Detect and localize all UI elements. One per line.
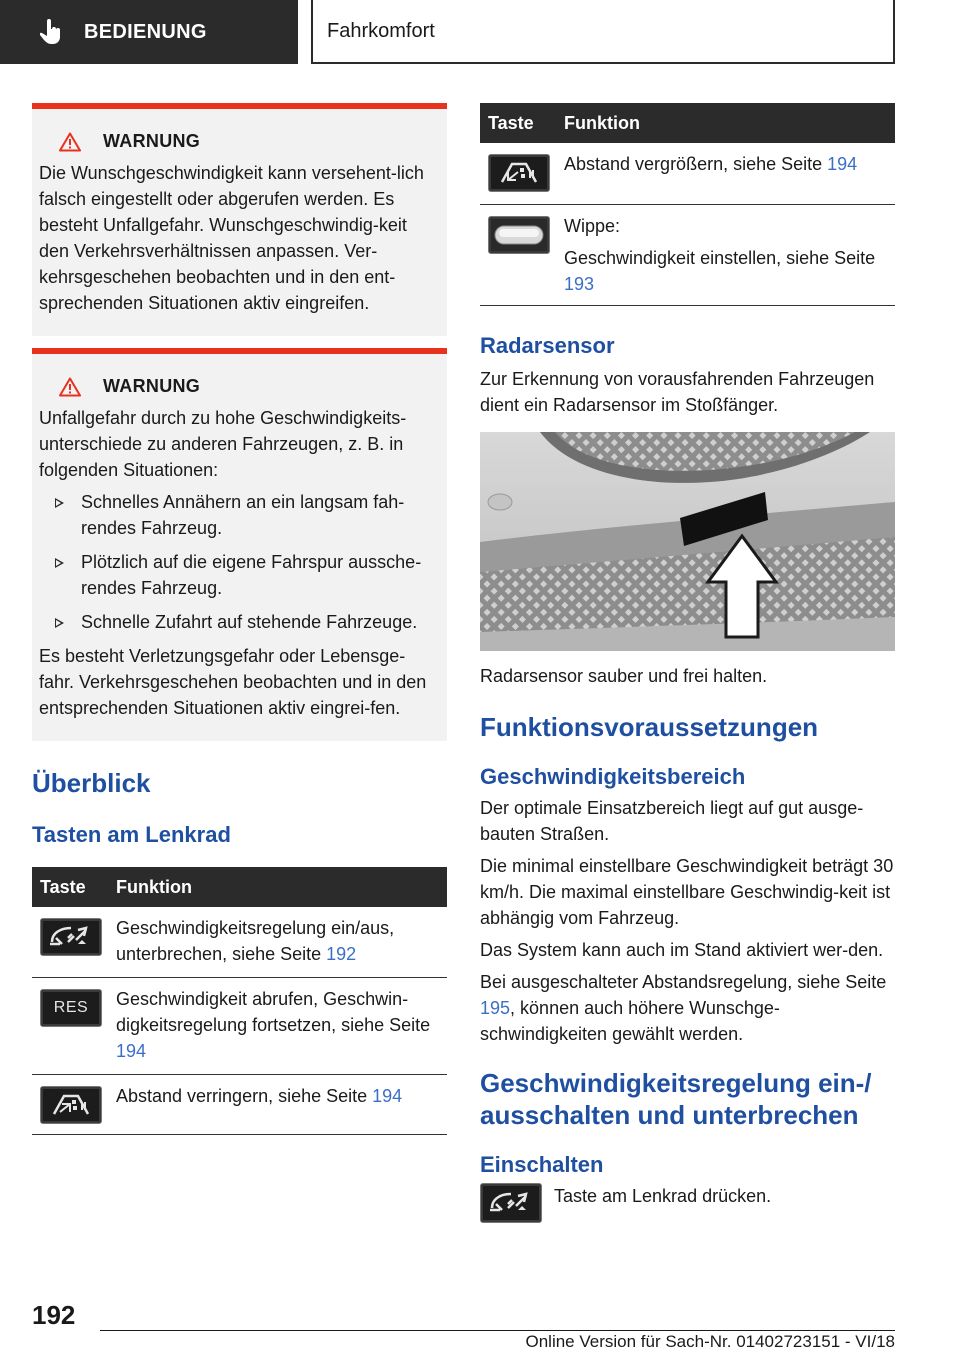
list-item: Schnelle Zufahrt auf stehende Fahrzeuge. — [39, 609, 439, 635]
switch-on-step — [480, 1183, 895, 1223]
heading-switch-on: Einschalten — [480, 1152, 604, 1177]
function-text: Abstand vergrößern, siehe Seite 194 — [564, 154, 858, 174]
chapter-title — [311, 0, 895, 64]
pointing-hand-icon — [40, 19, 62, 45]
page-link[interactable]: 194 — [372, 1086, 403, 1106]
footer-text: Online Version für Sach-Nr. 01402723151 - VI/18 — [525, 1332, 895, 1351]
page-link[interactable]: 194 — [116, 1041, 147, 1061]
footer-divider — [100, 1330, 895, 1331]
warning-title: WARNUNG — [103, 376, 201, 396]
page-link[interactable]: 195 — [480, 998, 511, 1018]
speed-control-icon — [40, 918, 102, 956]
right-column — [480, 103, 895, 1223]
heading-prerequisites: Funktionsvoraussetzungen — [480, 712, 819, 742]
table-row — [32, 907, 447, 978]
bullet-triangle-icon — [55, 618, 64, 628]
radar-sensor-photo — [480, 432, 895, 651]
warning-triangle-icon — [59, 132, 81, 152]
switch-on-text: Taste am Lenkrad drücken. — [554, 1186, 772, 1206]
buttons-table — [480, 103, 895, 306]
table-header — [480, 103, 895, 143]
warning-intro: Unfallgefahr durch zu hohe Geschwindigkeits-unterschiede zu anderen Fahrzeugen, z. B. in folgenden Situationen: — [39, 408, 407, 480]
function-text: Abstand verringern, siehe Seite 194 — [116, 1086, 403, 1106]
warning-list — [39, 489, 439, 635]
page-number: 192 — [32, 1300, 76, 1330]
list-item: Schnelles Annähern an ein langsam fah-rendes Fahrzeug. — [39, 489, 439, 541]
col-header-function: Funktion — [564, 112, 640, 133]
radar-text: Zur Erkennung von vorausfahrenden Fahrzeugen dient ein Radarsensor im Stoßfänger. — [480, 369, 875, 415]
warning-box — [32, 103, 447, 336]
heading-radar: Radarsensor — [480, 333, 615, 358]
warning-box — [32, 348, 447, 741]
table-header — [32, 867, 447, 907]
col-header-function: Funktion — [116, 876, 192, 897]
page-link[interactable]: 192 — [326, 944, 357, 964]
paragraph: Der optimale Einsatzbereich liegt auf gut ausge-bauten Straßen. — [480, 798, 864, 844]
photo-caption: Radarsensor sauber und frei halten. — [480, 666, 768, 686]
page-link[interactable]: 193 — [564, 274, 595, 294]
heading-on-off: Geschwindigkeitsregelung ein-/ ausschalten und unterbrechen — [480, 1068, 872, 1130]
chapter-label: Fahrkomfort — [327, 19, 435, 42]
heading-overview: Überblick — [32, 768, 151, 798]
res-button-icon: RES — [40, 989, 102, 1027]
list-item: Plötzlich auf die eigene Fahrspur aussche-rendes Fahrzeug. — [39, 549, 439, 601]
col-header-key: Taste — [488, 112, 534, 133]
function-text: Wippe: Geschwindigkeit einstellen, siehe Seite 193 — [564, 216, 876, 294]
warning-text: Die Wunschgeschwindigkeit kann versehent-lich falsch eingestellt oder abgerufen werden. Es besteht Unfallgefahr. Wunschgeschwindig-keit den Verkehrsverhältnissen anpassen. Ver-kehrsgeschehen beobachten und in den ent-sprechenden Situationen aktiv eingreifen. — [39, 163, 424, 313]
bullet-triangle-icon — [55, 498, 64, 508]
function-text: Geschwindigkeit abrufen, Geschwin-digkeitsregelung fortsetzen, siehe Seite 194 — [116, 989, 431, 1061]
warning-title: WARNUNG — [103, 131, 201, 151]
bullet-triangle-icon — [55, 558, 64, 568]
buttons-table — [32, 867, 447, 1135]
table-row — [480, 143, 895, 205]
left-column — [32, 103, 447, 1135]
table-row — [480, 205, 895, 306]
rocker-switch-icon — [488, 216, 550, 254]
distance-decrease-icon — [40, 1086, 102, 1124]
section-tab — [0, 0, 298, 64]
warning-triangle-icon — [59, 377, 81, 397]
paragraph: Die minimal einstellbare Geschwindigkeit beträgt 30 km/h. Die maximal einstellbare Geschwindig-keit ist abhängig vom Fahrzeug. — [480, 856, 894, 928]
speed-control-icon — [480, 1183, 542, 1223]
table-row — [32, 1075, 447, 1135]
heading-speed-range: Geschwindigkeitsbereich — [480, 764, 746, 789]
table-row — [32, 978, 447, 1075]
heading-buttons: Tasten am Lenkrad — [32, 822, 231, 847]
distance-increase-icon — [488, 154, 550, 192]
col-header-key: Taste — [40, 876, 86, 897]
paragraph: Bei ausgeschalteter Abstandsregelung, siehe Seite 195, können auch höhere Wunschge-schwindigkeiten gewählt werden. — [480, 972, 887, 1044]
page-link[interactable]: 194 — [827, 154, 858, 174]
paragraph: Das System kann auch im Stand aktiviert wer-den. — [480, 940, 884, 960]
section-label: BEDIENUNG — [84, 20, 207, 43]
warning-outro: Es besteht Verletzungsgefahr oder Lebensge-fahr. Verkehrsgeschehen beobachten und in den entsprechenden Situationen aktiv eingrei-fen. — [39, 646, 427, 718]
function-text: Geschwindigkeitsregelung ein/aus, unterbrechen, siehe Seite 192 — [116, 918, 395, 964]
